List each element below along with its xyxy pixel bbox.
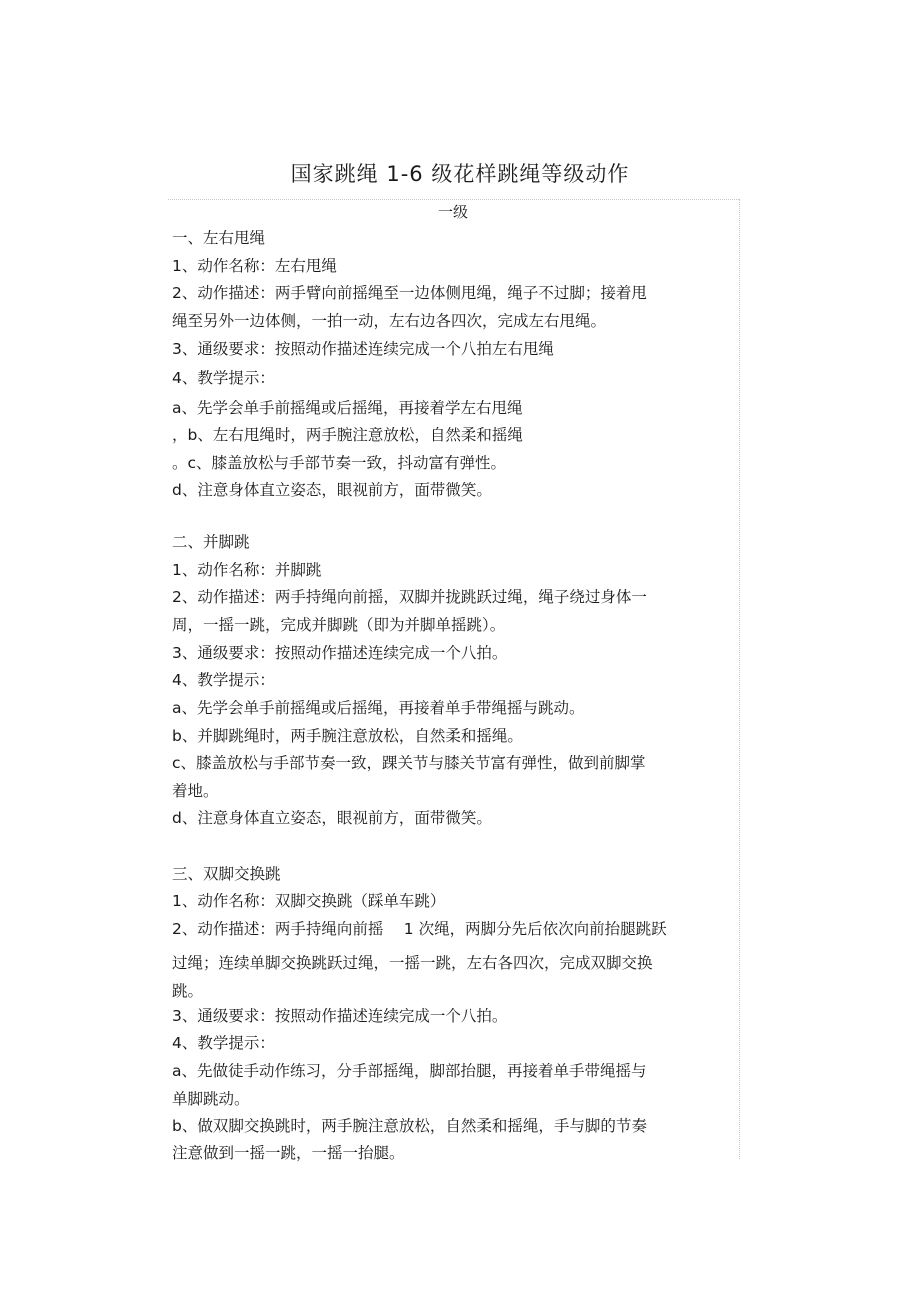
paragraph-line: 3、通级要求：按照动作描述连续完成一个八拍。 — [172, 1007, 508, 1025]
paragraph-line: a、先学会单手前摇绳或后摇绳，再接着单手带绳摇与跳动。 — [172, 699, 585, 717]
paragraph-line: 注意做到一摇一跳，一摇一抬腿。 — [172, 1144, 405, 1162]
paragraph-line: a、先做徒手动作练习，分手部摇绳，脚部抬腿，再接着单手带绳摇与 — [172, 1062, 647, 1080]
section-heading: 三、双脚交换跳 — [172, 865, 281, 883]
paragraph-line: 4、教学提示： — [172, 671, 275, 689]
paragraph-line: 。c、膝盖放松与手部节奏一致，抖动富有弹性。 — [172, 454, 507, 472]
frame-top-border — [168, 199, 739, 200]
paragraph-line: 3、通级要求：按照动作描述连续完成一个八拍左右甩绳 — [172, 340, 554, 358]
paragraph-line: d、注意身体直立姿态，眼视前方，面带微笑。 — [172, 481, 492, 499]
paragraph-line: b、并脚跳绳时，两手腕注意放松，自然柔和摇绳。 — [172, 727, 523, 745]
document-title: 国家跳绳 1-6 级花样跳绳等级动作 — [290, 162, 630, 186]
paragraph-line: 周，一摇一跳，完成并脚跳（即为并脚单摇跳）。 — [172, 616, 506, 634]
paragraph-line: 4、教学提示： — [172, 1034, 275, 1052]
paragraph-line: 1、动作名称：左右甩绳 — [172, 257, 337, 275]
section-heading: 二、并脚跳 — [172, 533, 250, 551]
paragraph-line: 1、动作名称：并脚跳 — [172, 561, 322, 579]
paragraph-line: b、做双脚交换跳时，两手腕注意放松，自然柔和摇绳，手与脚的节奏 — [172, 1117, 647, 1135]
paragraph-line: 2、动作描述：两手臂向前摇绳至一边体侧甩绳，绳子不过脚；接着甩 — [172, 284, 647, 302]
paragraph-line: d、注意身体直立姿态，眼视前方，面带微笑。 — [172, 809, 492, 827]
paragraph-line: 2、动作描述：两手持绳向前摇，双脚并拢跳跃过绳，绳子绕过身体一 — [172, 588, 647, 606]
paragraph-line: c、膝盖放松与手部节奏一致，踝关节与膝关节富有弹性，做到前脚掌 — [172, 754, 646, 772]
paragraph-line: 绳至另外一边体侧，一拍一动，左右边各四次，完成左右甩绳。 — [172, 312, 607, 330]
paragraph-line: ，b、左右甩绳时，两手腕注意放松，自然柔和摇绳 — [172, 426, 523, 444]
paragraph-line: 跳。 — [172, 982, 204, 1000]
paragraph-line: 3、通级要求：按照动作描述连续完成一个八拍。 — [172, 644, 508, 662]
paragraph-line: 4、教学提示： — [172, 369, 275, 387]
paragraph-line: 单脚跳动。 — [172, 1090, 250, 1108]
paragraph-line: 过绳；连续单脚交换跳跃过绳，一摇一跳，左右各四次，完成双脚交换 — [172, 954, 653, 972]
level-heading: 一级 — [437, 203, 468, 221]
paragraph-line: 2、动作描述：两手持绳向前摇 1 次绳，两脚分先后依次向前抬腿跳跃 — [172, 920, 667, 938]
paragraph-line: 着地。 — [172, 782, 219, 800]
section-heading: 一、左右甩绳 — [172, 229, 266, 247]
paragraph-line: 1、动作名称：双脚交换跳（踩单车跳） — [172, 892, 446, 910]
paragraph-line: a、先学会单手前摇绳或后摇绳，再接着学左右甩绳 — [172, 399, 523, 417]
frame-right-border — [739, 199, 740, 1159]
